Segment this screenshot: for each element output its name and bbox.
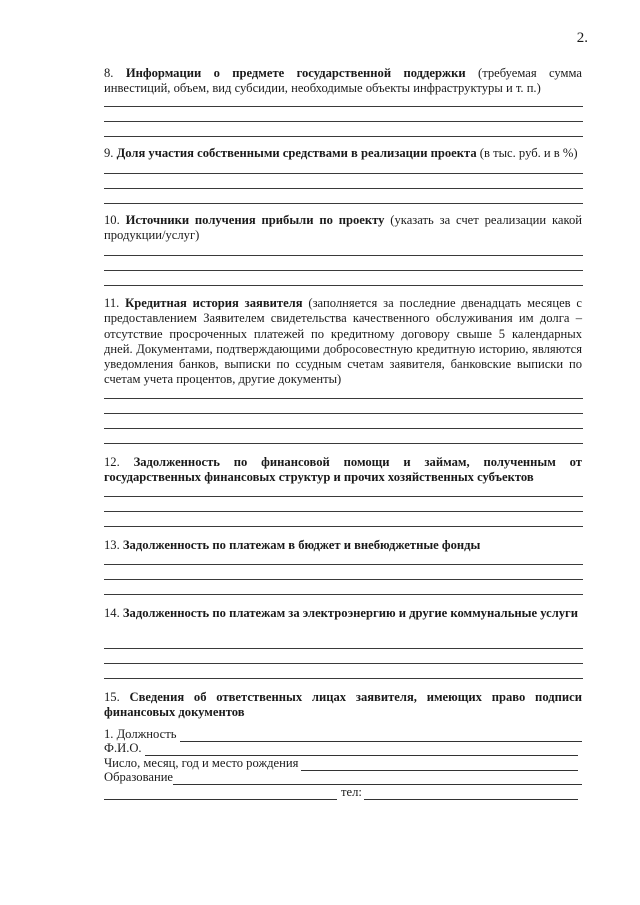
section-14-answer-line-2[interactable] xyxy=(104,663,583,664)
education-label: Образование xyxy=(104,770,174,784)
section-9-answer-line-1[interactable] xyxy=(104,173,583,174)
section-11 xyxy=(104,296,582,388)
signature-input-line[interactable] xyxy=(104,788,337,800)
section-10-num: 10. xyxy=(104,213,120,227)
section-10-answer-line-1[interactable] xyxy=(104,255,583,256)
section-8-num: 8. xyxy=(104,66,114,80)
section-13 xyxy=(104,538,582,553)
section-11-answer-line-2[interactable] xyxy=(104,413,583,414)
phone-input-line[interactable] xyxy=(364,788,578,800)
section-10-note: (указать за счет реализации какой продукции/услуг) xyxy=(104,213,583,243)
birth-label: Число, месяц, год и место рождения xyxy=(104,756,299,770)
section-10 xyxy=(104,213,582,244)
section-13-answer-line-1[interactable] xyxy=(104,564,583,565)
section-11-title: Кредитная история заявителя xyxy=(125,296,303,310)
education-input-line[interactable] xyxy=(173,773,582,785)
section-10-answer-line-2[interactable] xyxy=(104,270,583,271)
section-13-num: 13. xyxy=(104,538,120,552)
section-14 xyxy=(104,606,582,621)
section-13-answer-line-3[interactable] xyxy=(104,594,583,595)
section-11-answer-line-3[interactable] xyxy=(104,428,583,429)
section-13-title: Задолженность по платежам в бюджет и внебюджетные фонды xyxy=(122,538,481,552)
section-13-answer-line-2[interactable] xyxy=(104,579,583,580)
section-14-num: 14. xyxy=(104,606,120,620)
section-8-answer-line-1[interactable] xyxy=(104,106,583,107)
section-12-num: 12. xyxy=(104,455,120,469)
section-12-title: Задолженность по финансовой помощи и займам, полученным от государственных финансовых структур и прочих хозяйственных субъектов xyxy=(104,455,582,485)
full-name-input-line[interactable] xyxy=(145,744,578,756)
section-8 xyxy=(104,66,582,97)
full-name-label: Ф.И.О. xyxy=(104,741,142,755)
section-11-note: (заполняется за последние двенадцать месяцев с предоставлением Заявителем свидетельства качественного обслуживания им долга – отсутствие просроченных платежей по кредитному договору свыше 5 календарных дней. Документами, подтверждающими добросовестную кредитную историю, являются уведомления банков, выписки по ссудным счетам заявителя, банковские выписки по счетам учета процентов, другие документы) xyxy=(104,296,582,387)
section-12-answer-line-2[interactable] xyxy=(104,511,583,512)
section-14-answer-line-3[interactable] xyxy=(104,678,583,679)
section-12-answer-line-1[interactable] xyxy=(104,496,583,497)
section-8-answer-line-3[interactable] xyxy=(104,136,583,137)
position-label: 1. Должность xyxy=(104,727,177,741)
page-number: 2. xyxy=(576,30,588,46)
section-14-title: Задолженность по платежам за электроэнергию и другие коммунальные услуги xyxy=(122,606,579,620)
section-9-note: (в тыс. руб. и в %) xyxy=(479,146,578,160)
section-9-answer-line-2[interactable] xyxy=(104,188,583,189)
section-14-answer-line-1[interactable] xyxy=(104,648,583,649)
section-11-num: 11. xyxy=(104,296,120,310)
section-10-answer-line-3[interactable] xyxy=(104,285,583,286)
education-field xyxy=(104,770,582,785)
position-field xyxy=(104,727,582,742)
full-name-field xyxy=(104,741,578,756)
section-12 xyxy=(104,455,582,486)
section-12-answer-line-3[interactable] xyxy=(104,526,583,527)
birth-field xyxy=(104,756,578,771)
section-8-note: (требуемая сумма инвестиций, объем, вид субсидии, необходимые объекты инфраструктуры и т. п.) xyxy=(104,66,582,96)
section-11-answer-line-1[interactable] xyxy=(104,398,583,399)
section-10-title: Источники получения прибыли по проекту xyxy=(125,213,385,227)
section-9-num: 9. xyxy=(104,146,114,160)
signature-phone-field xyxy=(104,785,578,800)
section-15 xyxy=(104,690,582,721)
section-9 xyxy=(104,146,582,161)
section-15-title: Сведения об ответственных лицах заявителя, имеющих право подписи финансовых документов xyxy=(104,690,582,720)
section-8-title: Информации о предмете государственной поддержки xyxy=(125,66,466,80)
section-9-title: Доля участия собственными средствами в реализации проекта xyxy=(116,146,477,160)
phone-label: тел: xyxy=(341,785,362,799)
section-15-num: 15. xyxy=(104,690,120,704)
section-11-answer-line-4[interactable] xyxy=(104,443,583,444)
section-9-answer-line-3[interactable] xyxy=(104,203,583,204)
section-8-answer-line-2[interactable] xyxy=(104,121,583,122)
